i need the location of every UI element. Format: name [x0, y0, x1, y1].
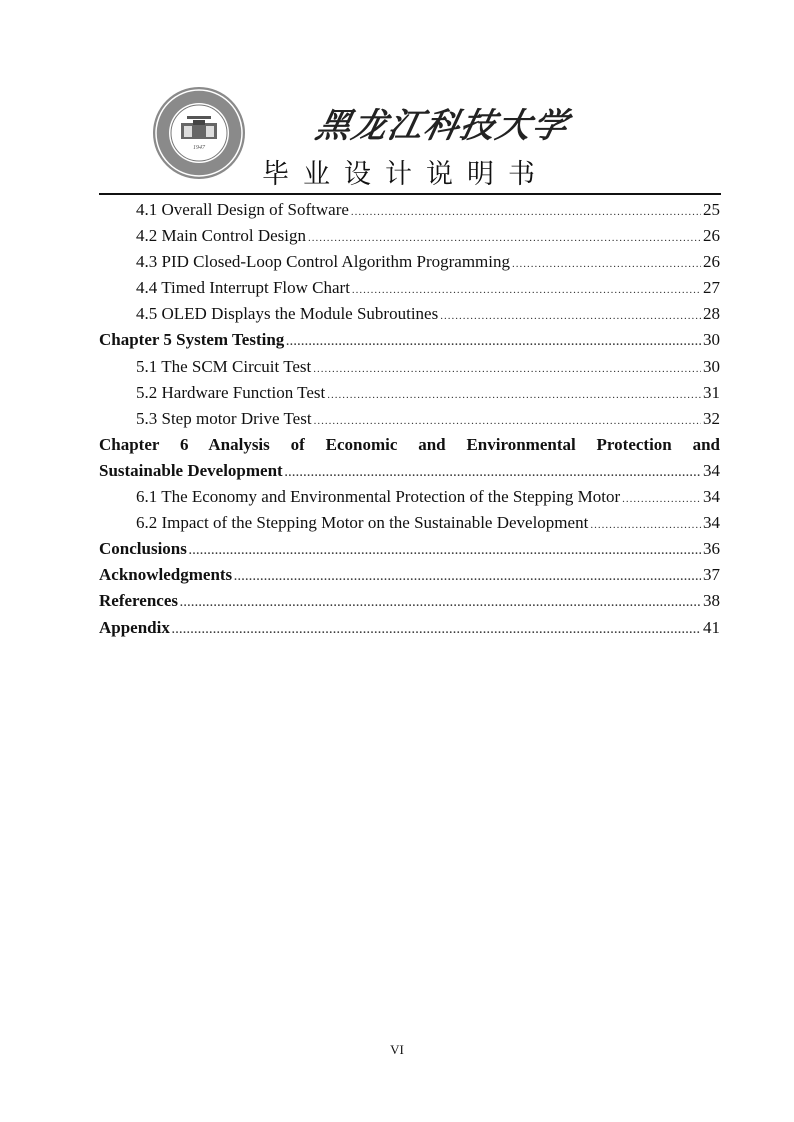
toc-chapter-entry[interactable] [99, 562, 720, 588]
toc-leader-dots [512, 251, 701, 277]
toc-entry-page: 37 [703, 565, 720, 585]
toc-leader-dots [352, 277, 701, 303]
toc-entry-page: 32 [703, 408, 720, 428]
toc-entry-page: 34 [703, 460, 720, 480]
toc-entry-title: 4.5 OLED Displays the Module Subroutines [136, 304, 439, 324]
toc-leader-dots [351, 199, 701, 225]
toc-entry-page: 34 [703, 513, 720, 533]
header-rule [99, 193, 721, 195]
toc-entry-title: 4.2 Main Control Design [136, 226, 306, 246]
toc-leader-dots [308, 225, 701, 251]
toc-entry[interactable] [99, 275, 720, 301]
toc-entry-page: 28 [703, 304, 720, 324]
toc-entry[interactable] [99, 197, 720, 223]
toc-entry-title: Sustainable Development [99, 460, 283, 480]
toc-leader-dots [286, 329, 701, 355]
toc-entry[interactable] [99, 301, 720, 327]
toc-entry[interactable] [99, 354, 720, 380]
toc-entry-title-line1: Chapter 6 Analysis of Economic and Environmental Protection and [99, 434, 720, 454]
toc-entry-title: Chapter 5 System Testing [99, 330, 285, 350]
page-number: VI [390, 1042, 404, 1057]
toc-entry-title: 6.2 Impact of the Stepping Motor on the Sustainable Development [136, 513, 589, 533]
toc-chapter-entry[interactable] [99, 536, 720, 562]
toc-leader-dots [234, 564, 701, 590]
toc-entry-title: 6.1 The Economy and Environmental Protection of the Stepping Motor [136, 487, 621, 507]
toc-entry[interactable] [99, 249, 720, 275]
toc-entry-title: 5.2 Hardware Function Test [136, 382, 326, 402]
toc-chapter-entry-line2[interactable] [99, 458, 720, 484]
toc-leader-dots [313, 356, 701, 382]
toc-entry[interactable] [99, 380, 720, 406]
toc-entry[interactable] [99, 223, 720, 249]
document-subtitle: 毕业设计说明书 [262, 159, 549, 190]
toc-entry-page: 34 [703, 487, 720, 507]
toc-entry-page: 27 [703, 278, 720, 298]
toc-entry-page: 26 [703, 252, 720, 272]
toc-leader-dots [172, 617, 701, 643]
table-of-contents [99, 197, 720, 641]
toc-chapter-entry[interactable] [99, 615, 720, 641]
toc-chapter-entry[interactable] [99, 588, 720, 614]
toc-entry[interactable] [99, 510, 720, 536]
toc-entry-title: Appendix [99, 617, 170, 637]
toc-entry-page: 30 [703, 356, 720, 376]
toc-entry-page: 38 [703, 591, 720, 611]
toc-entry-page: 25 [703, 200, 720, 219]
toc-leader-dots [314, 408, 701, 434]
toc-entry-title: 4.3 PID Closed-Loop Control Algorithm Programming [136, 252, 510, 272]
toc-leader-dots [440, 303, 701, 329]
toc-entry-page: 26 [703, 226, 720, 246]
toc-leader-dots [180, 590, 701, 616]
svg-text:1947: 1947 [193, 145, 205, 151]
toc-entry-title: 5.1 The SCM Circuit Test [136, 356, 312, 376]
university-name-calligraphy: 黑龙江科技大学 [312, 106, 573, 146]
toc-entry-title: References [99, 591, 178, 611]
toc-entry-page: 41 [703, 617, 720, 637]
toc-entry[interactable] [99, 484, 720, 510]
university-seal-logo [151, 85, 247, 181]
toc-leader-dots [622, 486, 701, 512]
toc-entry-title: 4.1 Overall Design of Software [136, 200, 349, 219]
toc-leader-dots [285, 460, 701, 486]
toc-entry-title: 5.3 Step motor Drive Test [136, 408, 312, 428]
toc-leader-dots [327, 382, 701, 408]
toc-chapter-entry-line1[interactable] [99, 432, 720, 458]
toc-entry-title: Acknowledgments [99, 565, 233, 585]
toc-entry[interactable] [99, 406, 720, 432]
toc-leader-dots [590, 512, 701, 538]
toc-leader-dots [189, 538, 701, 564]
toc-entry-page: 36 [703, 539, 720, 559]
toc-chapter-entry[interactable] [99, 327, 720, 353]
toc-entry-page: 30 [703, 330, 720, 350]
toc-entry-page: 31 [703, 382, 720, 402]
toc-entry-title: 4.4 Timed Interrupt Flow Chart [136, 278, 350, 298]
toc-entry-title: Conclusions [99, 539, 187, 559]
